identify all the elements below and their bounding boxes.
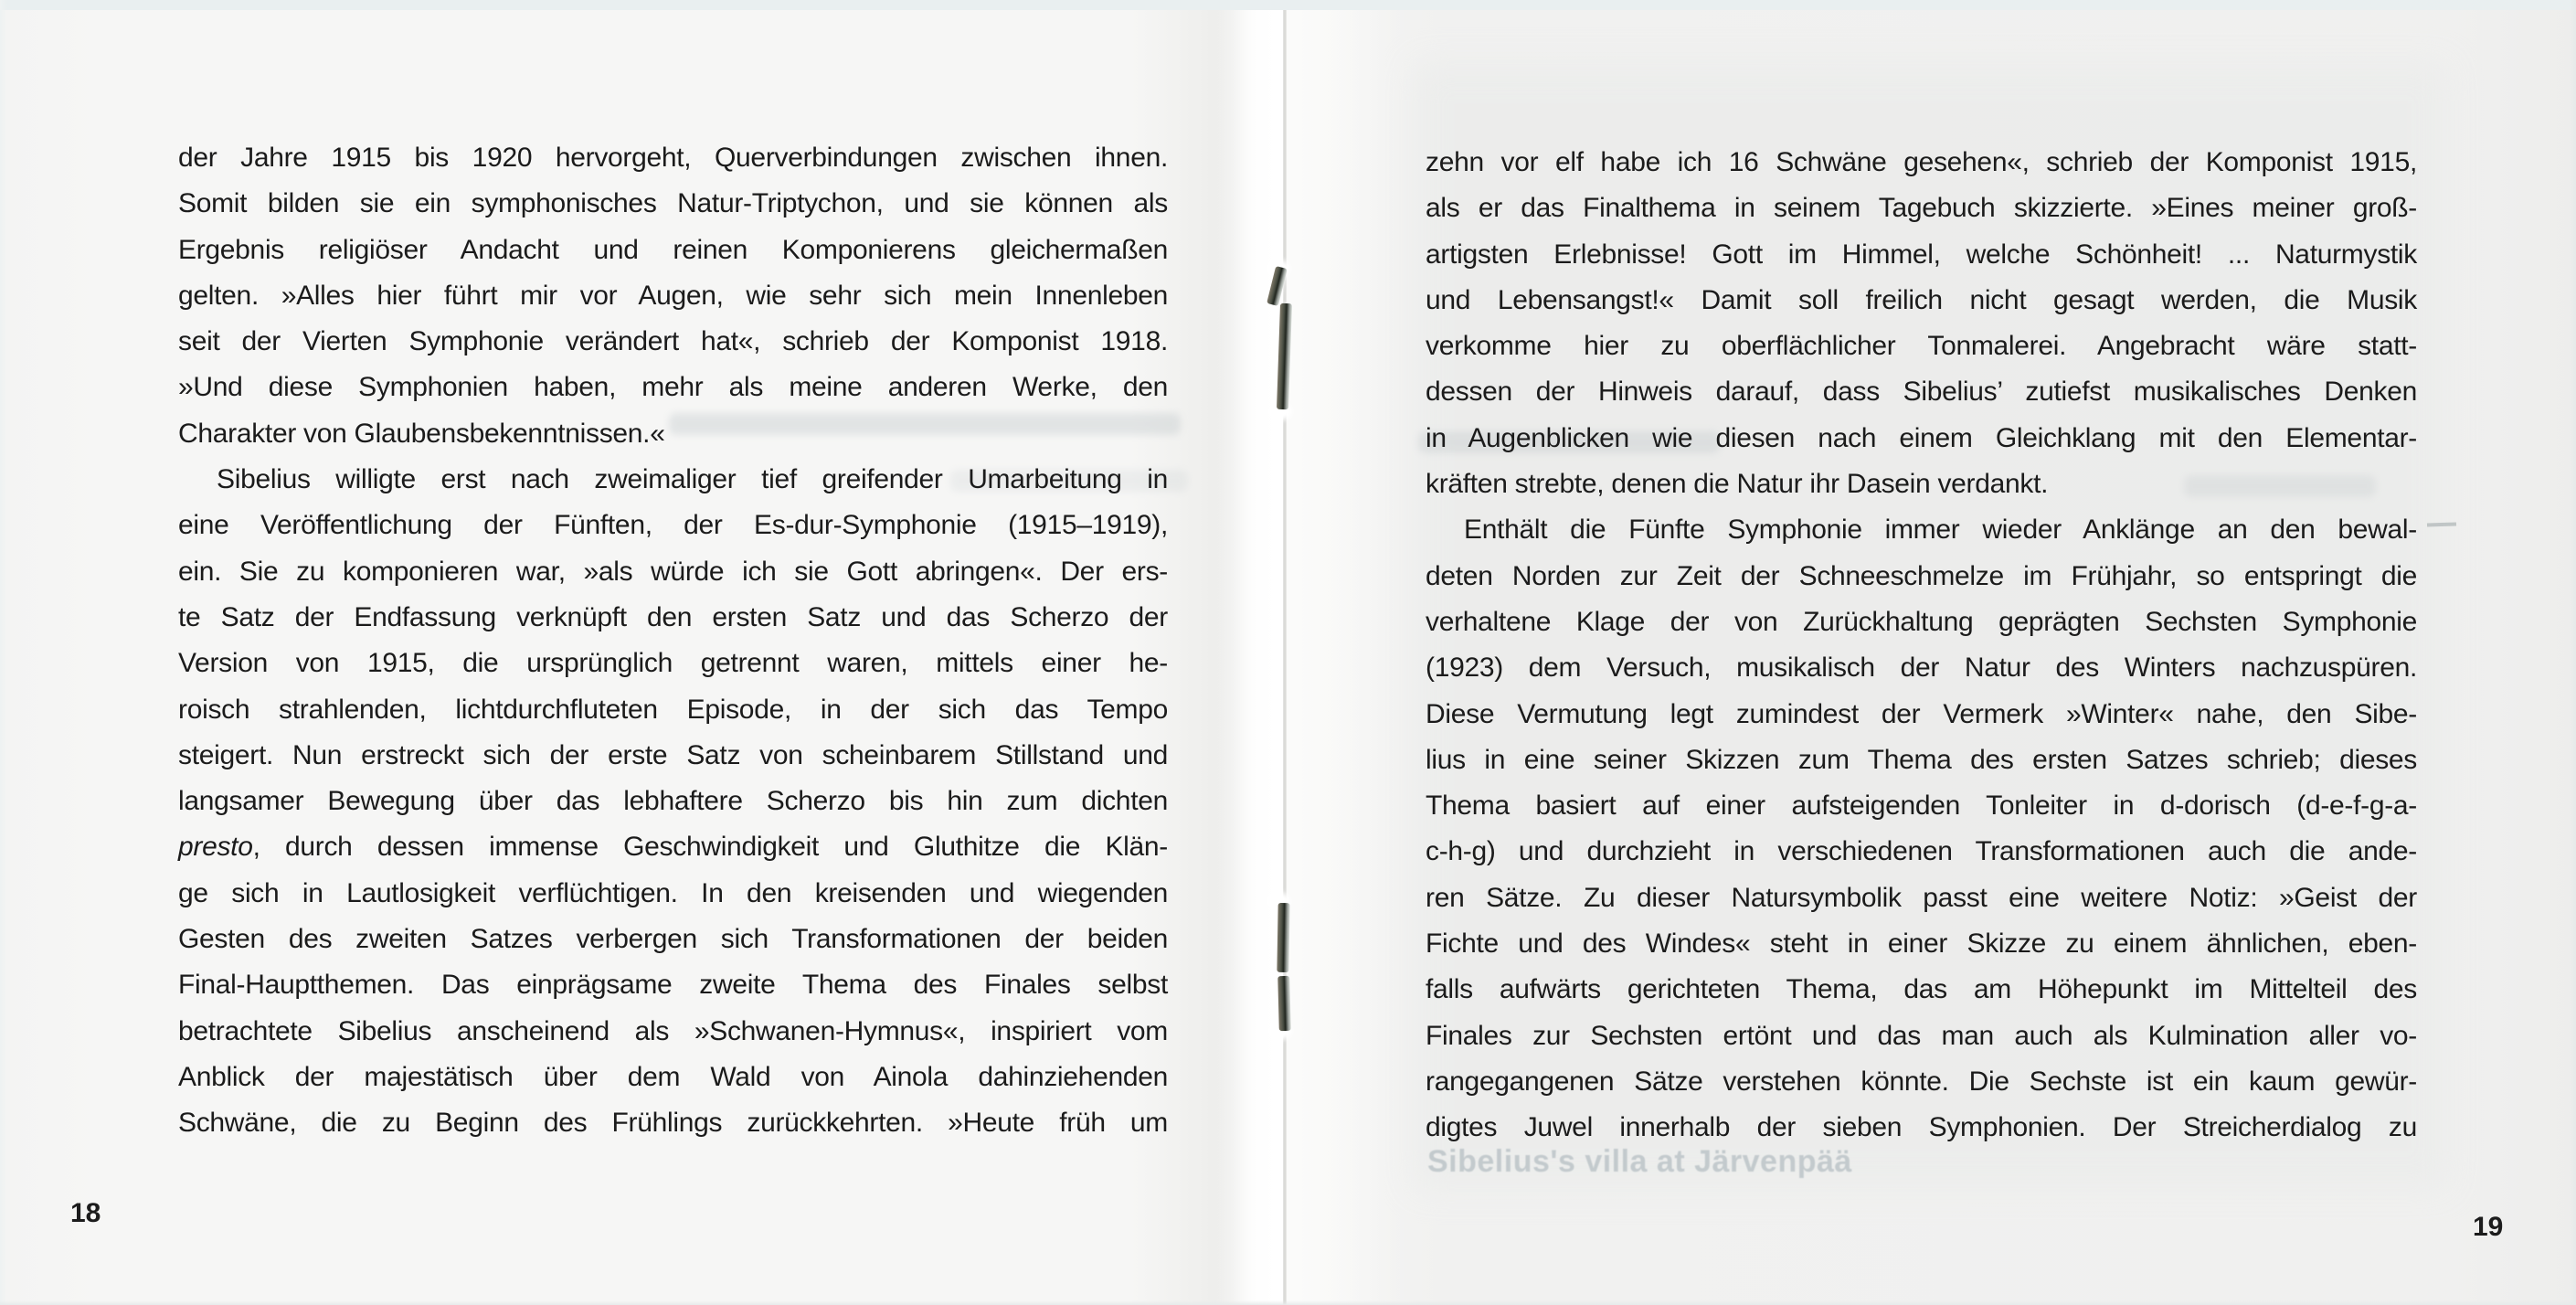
text-line: der Jahre 1915 bis 1920 hervorgeht, Querverbindungen zwischen ihnen. [178,143,1168,173]
text-line: in Augenblicken wie diesen nach einem Gleichklang mit den Elementar- [1426,422,2417,453]
text-line: Anblick der majestätisch über dem Wald von Ainola dahinziehenden [178,1061,1168,1092]
scan-edge-left [0,0,7,1305]
scan-edge-top [0,0,2576,10]
text-line: ein. Sie zu komponieren war, »als würde ich sie Gott abringen«. Der ers- [178,556,1168,587]
text-line: Ergebnis religiöser Andacht und reinen Komponierens gleichermaßen [178,234,1168,265]
text-line: »Und diese Symphonien haben, mehr als meine anderen Werke, den [178,372,1168,403]
text-line: dessen der Hinweis darauf, dass Sibelius’ zutiefst musikalisches Denken [1426,377,2417,408]
text-line: zehn vor elf habe ich 16 Schwäne gesehen«, schrieb der Komponist 1915, [1426,147,2417,177]
text-line: und Lebensangst!« Damit soll freilich nicht gesagt werden, die Musik [1426,284,2417,315]
text-line [178,824,1168,870]
text-line: Finales zur Sechsten ertönt und das man auch als Kulmination aller vo- [1426,1020,2417,1051]
text-line: Version von 1915, die ursprünglich getrennt waren, mittels einer he- [178,648,1168,679]
bleedthrough-caption: Sibelius's villa at Järvenpää [1427,1144,1852,1179]
text-line: Sibelius willigte erst nach zweimaliger tief greifender Umarbeitung in [217,464,1168,495]
text-line: Enthält die Fünfte Symphonie immer wieder Anklänge an den bewal- [1464,515,2417,546]
fold-crease [1283,0,1287,1305]
gutter-highlight [1215,0,1285,1305]
text-line: te Satz der Endfassung verknüpft den ersten Satz und das Scherzo der [178,601,1168,632]
presto-italic: presto [178,832,253,863]
text-line: rangegangenen Sätze verstehen könnte. Die Sechste ist ein kaum gewür- [1426,1066,2417,1097]
text-line: falls aufwärts gerichteten Thema, das am Höhepunkt im Mittelteil des [1426,974,2417,1005]
text-line: digtes Juwel innerhalb der sieben Symphonien. Der Streicherdialog zu [1426,1112,2417,1143]
left-page-text [178,135,1168,1147]
text-line: Diese Vermutung legt zumindest der Vermerk »Winter« nahe, den Sibe- [1426,698,2417,729]
text-line: Schwäne, die zu Beginn des Frühlings zurückkehrten. »Heute früh um [178,1108,1168,1139]
page-number-left: 18 [70,1198,101,1228]
text-line: als er das Finalthema in seinem Tagebuch skizzierte. »Eines meiner groß- [1426,193,2417,224]
text-line: betrachtete Sibelius anscheinend als »Schwanen-Hymnus«, inspiriert vom [178,1015,1168,1046]
text-line: langsamer Bewegung über das lebhaftere Scherzo bis hin zum dichten [178,786,1168,817]
text-line: c-h-g) und durchzieht in verschiedenen Transformationen auch die ande- [1426,836,2417,867]
text-line: roisch strahlenden, lichtdurchfluteten Episode, in der sich das Tempo [178,694,1168,725]
text-line: gelten. »Alles hier führt mir vor Augen, wie sehr sich mein Innenleben [178,280,1168,311]
text-line-rest: , durch dessen immense Geschwindigkeit und Gluthitze die Klän- [252,832,1168,863]
staple-bottom [1277,976,1291,1031]
right-page-text [1426,140,2417,1151]
text-line: verkomme hier zu oberflächlicher Tonmalerei. Angebracht wäre statt- [1426,331,2417,362]
text-line: Thema basiert auf einer aufsteigenden Tonleiter in d-dorisch (d-e-f-g-a- [1426,790,2417,822]
gutter-fade [1287,0,1396,1305]
text-line: ge sich in Lautlosigkeit verflüchtigen. In den kreisenden und wiegenden [178,877,1168,908]
text-line: deten Norden zur Zeit der Schneeschmelze im Frühjahr, so entspringt die [1426,560,2417,591]
text-line: kräften strebte, denen die Natur ihr Dasein verdankt. [1426,469,2049,500]
text-line: Final-Hauptthemen. Das einprägsame zweite Thema des Finales selbst [178,970,1168,1001]
text-line: seit der Vierten Symphonie verändert hat«, schrieb der Komponist 1918. [178,326,1168,357]
text-line: lius in eine seiner Skizzen zum Thema des ersten Satzes schrieb; dieses [1426,744,2417,775]
scan-edge-bottom [0,1300,2576,1305]
text-line: Charakter von Glaubensbekenntnissen.« [178,418,665,449]
page-number-right: 19 [2473,1212,2504,1242]
text-line: (1923) dem Versuch, musikalisch der Natur des Winters nachzuspüren. [1426,652,2417,684]
text-line: Fichte und des Windes« steht in einer Skizze zu einem ähnlichen, eben- [1426,928,2417,960]
text-line: eine Veröffentlichung der Fünften, der Es-dur-Symphonie (1915–1919), [178,510,1168,541]
text-line: verhaltene Klage der von Zurückhaltung geprägten Sechsten Symphonie [1426,606,2417,637]
staple-bottom [1277,903,1289,972]
text-line: steigert. Nun erstreckt sich der erste Satz von scheinbarem Stillstand und [178,739,1168,770]
text-line: Gesten des zweiten Satzes verbergen sich Transformationen der beiden [178,924,1168,955]
text-line: ren Sätze. Zu dieser Natursymbolik passt eine weitere Notiz: »Geist der [1426,882,2417,913]
text-line: artigsten Erlebnisse! Gott im Himmel, welche Schönheit! ... Naturmystik [1426,239,2417,270]
scan-edge-right [2570,0,2576,1305]
text-line: Somit bilden sie ein symphonisches Natur-Triptychon, und sie können als [178,188,1168,219]
